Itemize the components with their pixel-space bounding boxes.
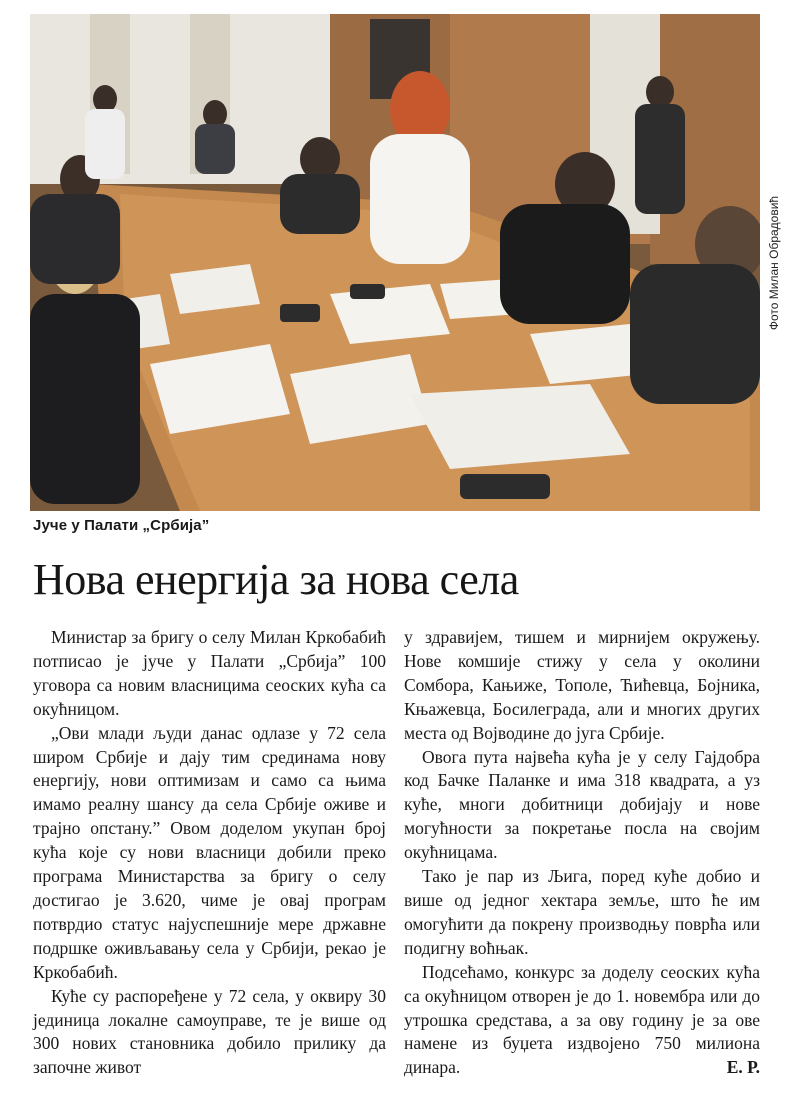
article-headline: Нова енергија за нова села (33, 555, 519, 604)
article-paragraph: Овога пута највећа кућа је у селу Гајдобра код Бачке Паланке и има 318 квадрата, а уз куће, многи добитници добијају и нове могућности за покретање посла на својим окућницама. (404, 746, 760, 863)
article-paragraph-text: Подсећамо, конкурс за доделу сеоских кућа са окућницом отворен је до 1. новембра или до утрошка средстава, а за ову годину је за ове намене из буџета издвојено 750 милиона динара. (404, 961, 760, 1078)
article-paragraph: Куће су распоређене у 72 села, у оквиру 30 јединица локалне самоуправе, те је више од 300 нових становника добило прилику да започне живот (33, 985, 386, 1078)
photo-caption: Јуче у Палати „Србија” (33, 517, 210, 534)
photo-credit: Фото Милан Обрадовић (767, 195, 781, 330)
article-column-1 (33, 626, 386, 1080)
article-paragraph (404, 961, 760, 1081)
article-column-2 (404, 626, 760, 1080)
article-paragraph: Министар за бригу о селу Милан Кркобабић потписао је јуче у Палати „Србија” 100 уговора са новим власницима сеоских кућа са окућницом. (33, 627, 386, 719)
article-paragraph: Тако је пар из Љига, поред куће добио и више од једног хектара земље, што ће им омогућити да покрену производњу поврћа или подигну воћњак. (404, 866, 760, 958)
article-paragraph: „Ови млади људи данас одлазе у 72 села широм Србије и дају тим срединама нову енергију, нови оптимизам и само са њима имамо реалну шансу да села Србије оживе и трајно опстану.” Овом доделом укупан број кућа које су нови власници добили преко програма Министарства за бригу о селу достигао је 3.620, чиме је овај програм потврдио статус најуспешније мере државне подршке оживљавању села у Србији, рекао је Кркобабић. (33, 722, 386, 982)
photo-illustration (30, 14, 760, 511)
author-signature: Е. Р. (726, 1057, 760, 1078)
article-paragraph: у здравијем, тишем и мирнијем окружењу. Нове комшије стижу у села у околини Сомбора, Кањиже, Тополе, Ћићевца, Бојника, Књажевца, Босилеграда, али и многих других места од Војводине до југа Србије. (404, 627, 760, 743)
news-photo (30, 14, 760, 511)
